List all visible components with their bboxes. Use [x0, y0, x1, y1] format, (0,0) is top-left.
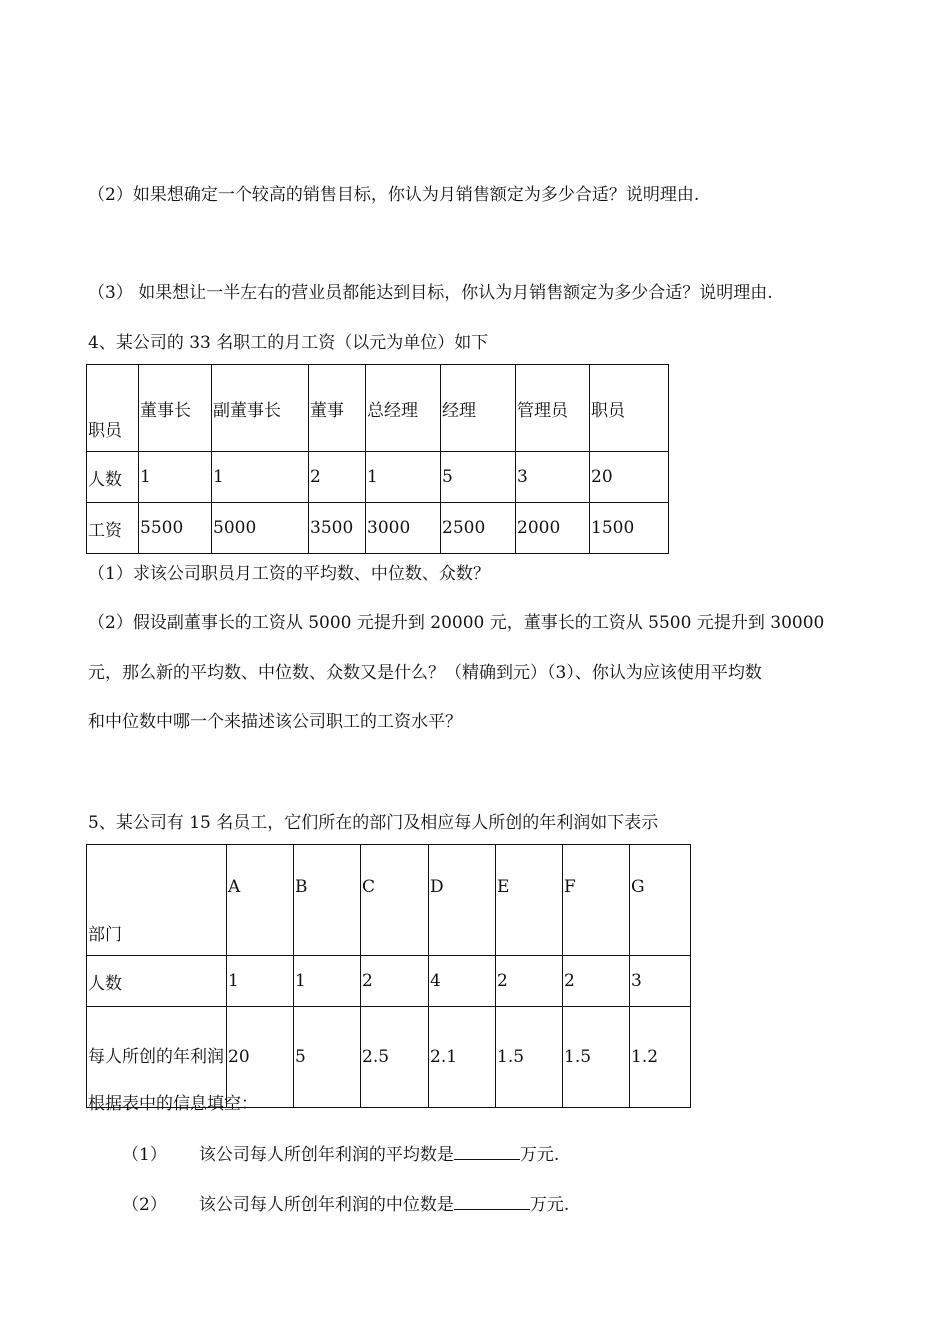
count-cell: 2 [496, 956, 563, 1007]
count-cell: 1 [366, 452, 441, 503]
profit-cell: 20 [227, 1007, 294, 1108]
wage-cell: 3500 [309, 503, 366, 554]
position-cell: 管理员 [516, 365, 590, 452]
q4-sub-1: （1）求该公司职员月工资的平均数、中位数、众数？ [88, 564, 490, 584]
profit-cell: 2.5 [361, 1007, 429, 1108]
position-cell: 总经理 [366, 365, 441, 452]
count-cell: 5 [441, 452, 516, 503]
department-cell: B [294, 845, 361, 956]
q4-sub-2-line-2: 元，那么新的平均数、中位数、众数又是什么？（精确到元）（3）、你认为应该使用平均数 [88, 663, 762, 683]
position-cell: 经理 [441, 365, 516, 452]
fill-item-number: （2） [122, 1195, 167, 1215]
count-cell: 1 [139, 452, 212, 503]
answer-blank[interactable] [454, 1191, 530, 1210]
q4-title: 4、某公司的 33 名职工的月工资（以元为单位）如下 [88, 333, 489, 353]
count-cell: 4 [429, 956, 496, 1007]
fill-intro: 根据表中的信息填空： [88, 1094, 258, 1114]
q5-title: 5、某公司有 15 名员工，它们所在的部门及相应每人所创的年利润如下表示 [88, 813, 659, 833]
department-cell: C [361, 845, 429, 956]
profit-cell: 1.5 [563, 1007, 630, 1108]
profit-cell: 2.1 [429, 1007, 496, 1108]
wage-cell: 3000 [366, 503, 441, 554]
row-head-department: 部门 [87, 845, 227, 956]
count-cell: 2 [361, 956, 429, 1007]
fill-item-text: 该公司每人所创年利润的平均数是 [198, 1145, 454, 1165]
department-cell: D [429, 845, 496, 956]
count-cell: 2 [563, 956, 630, 1007]
count-cell: 1 [212, 452, 309, 503]
department-cell: E [496, 845, 563, 956]
profit-cell: 1.2 [630, 1007, 691, 1108]
table-row [87, 452, 669, 503]
wage-cell: 2500 [441, 503, 516, 554]
row-head-position: 职员 [87, 365, 139, 452]
count-cell: 3 [516, 452, 590, 503]
department-cell: A [227, 845, 294, 956]
fill-item-2 [122, 1191, 569, 1217]
salary-table [86, 364, 669, 554]
row-head-count: 人数 [87, 452, 139, 503]
q3-part-3: （3） 如果想让一半左右的营业员都能达到目标，你认为月销售额定为多少合适？说明理由. [88, 283, 773, 303]
fill-item-text: 该公司每人所创年利润的中位数是 [198, 1195, 454, 1215]
department-cell: G [630, 845, 691, 956]
wage-cell: 5500 [139, 503, 212, 554]
count-cell: 1 [227, 956, 294, 1007]
position-cell: 董事 [309, 365, 366, 452]
fill-item-unit: 万元. [519, 1145, 560, 1165]
position-cell: 职员 [590, 365, 669, 452]
count-cell: 20 [590, 452, 669, 503]
profit-table [86, 844, 691, 1108]
table-row [87, 845, 691, 956]
wage-cell: 1500 [590, 503, 669, 554]
profit-cell: 5 [294, 1007, 361, 1108]
wage-cell: 5000 [212, 503, 309, 554]
table-row [87, 365, 669, 452]
row-head-count: 人数 [87, 956, 227, 1007]
wage-cell: 2000 [516, 503, 590, 554]
table-row [87, 956, 691, 1007]
q4-sub-2-line-1: （2）假设副董事长的工资从 5000 元提升到 20000 元，董事长的工资从 5500 元提升到 30000 [88, 613, 825, 633]
count-cell: 1 [294, 956, 361, 1007]
row-head-wage: 工资 [87, 503, 139, 554]
count-cell: 3 [630, 956, 691, 1007]
row-head-profit: 每人所创的年利润 [87, 1007, 227, 1108]
fill-item-unit: 万元. [529, 1195, 570, 1215]
fill-item-number: （1） [122, 1145, 167, 1165]
fill-item-1 [122, 1141, 559, 1167]
table-row [87, 503, 669, 554]
department-cell: F [563, 845, 630, 956]
answer-blank[interactable] [454, 1141, 520, 1160]
q3-part-2: （2）如果想确定一个较高的销售目标，你认为月销售额定为多少合适？说明理由. [88, 185, 700, 205]
profit-cell: 1.5 [496, 1007, 563, 1108]
q4-sub-2-line-3: 和中位数中哪一个来描述该公司职工的工资水平？ [88, 712, 462, 732]
position-cell: 董事长 [139, 365, 212, 452]
count-cell: 2 [309, 452, 366, 503]
position-cell: 副董事长 [212, 365, 309, 452]
